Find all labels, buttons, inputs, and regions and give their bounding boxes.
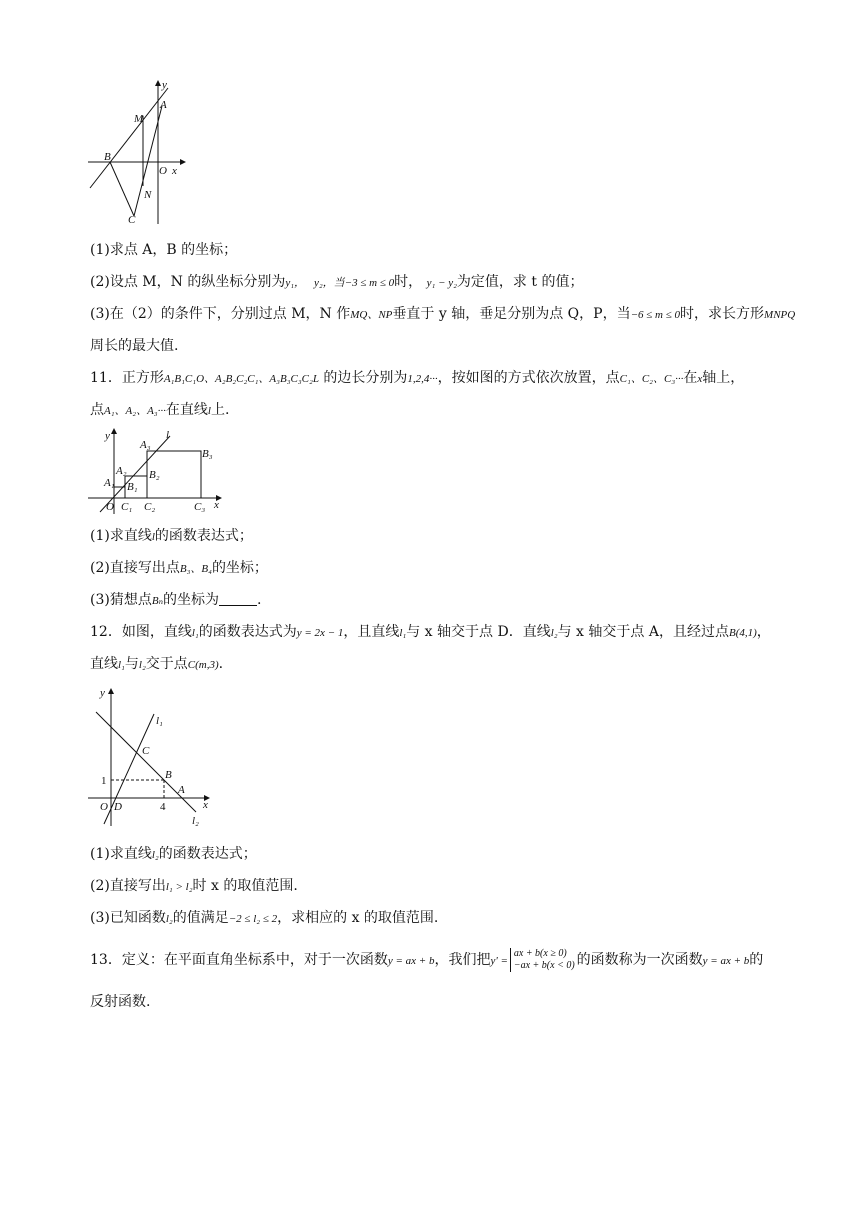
fig2-label-c3: C₃ xyxy=(194,501,206,513)
q11-part1: (1)求直线l的函数表达式； xyxy=(90,528,253,544)
fig2-label-y: y xyxy=(105,430,110,442)
q12-stem: 12．如图，直线l₁的函数表达式为y = 2x − 1，且直线l₁与 x 轴交于点 D．直线l₂与 x 轴交于点 A，且经过点B(4,1)， xyxy=(90,624,771,640)
fig2-label-l: l xyxy=(166,429,170,441)
fig2-label-a1: A₁ xyxy=(104,477,115,489)
fig1-label-c: C xyxy=(128,214,136,226)
fig2-label-a3: A₃ xyxy=(140,439,151,451)
fig3-label-c: C xyxy=(142,745,150,757)
fig2-label-b3: B₃ xyxy=(202,448,213,460)
figure-3-graph xyxy=(88,684,214,830)
fig1-label-b: B xyxy=(104,151,111,163)
q10-part2: (2)设点 M，N 的纵坐标分别为y₁， y₂，当−3 ≤ m ≤ 0时， y₁ − y₂为定值，求 t 的值； xyxy=(90,274,584,290)
q12-part3: (3)已知函数l₂的值满足−2 ≤ l₂ ≤ 2，求相应的 x 的取值范围. xyxy=(90,910,439,926)
q10-part3-cont: 周长的最大值. xyxy=(90,338,179,354)
q13-stem-cont: 反射函数. xyxy=(90,994,151,1010)
fig3-label-a: A xyxy=(178,784,185,796)
fig3-label-l1: l₁ xyxy=(156,715,163,727)
q11-part2: (2)直接写出点B₃、B₄的坐标； xyxy=(90,560,268,576)
q10-part1: (1)求点 A，B 的坐标； xyxy=(90,242,238,258)
q10-part3: (3)在（2）的条件下，分别过点 M，N 作MQ、NP垂直于 y 轴，垂足分别为点 Q，P，当−6 ≤ m ≤ 0时，求长方形MNPQ xyxy=(90,306,796,322)
q12-part2: (2)直接写出l₁ > l₂时 x 的取值范围. xyxy=(90,878,298,894)
figure-2-graph xyxy=(88,426,226,516)
q13-stem: 13．定义：在平面直角坐标系中，对于一次函数y = ax + b，我们把y' =ax + b(x ≥ 0) −ax + b(x < 0) 的函数称为一次函数y = ax + b的 xyxy=(90,948,764,971)
fig3-label-b: B xyxy=(165,769,172,781)
q12-stem-cont: 直线l₁与l₂交于点C(m,3). xyxy=(90,656,224,672)
fig2-label-c2: C₂ xyxy=(144,501,156,513)
fig3-label-o: O xyxy=(100,801,108,813)
fig1-label-o: O xyxy=(159,165,167,177)
fig2-label-o: O xyxy=(106,501,114,513)
fig2-label-b2: B₂ xyxy=(149,469,160,481)
fig1-label-y: y xyxy=(162,79,167,91)
piecewise-function: ax + b(x ≥ 0) −ax + b(x < 0) xyxy=(510,948,575,972)
q12-part1: (1)求直线l₂的函数表达式； xyxy=(90,846,257,862)
fig3-label-l2: l₂ xyxy=(192,815,199,827)
figure-1-graph xyxy=(88,78,188,226)
fig3-label-one: 1 xyxy=(101,775,107,787)
fig1-label-m: M xyxy=(134,113,144,125)
fig3-label-y: y xyxy=(100,687,105,699)
q11-stem: 11．正方形A₁B₁C₁O、A₂B₂C₂C₁、A₃B₃C₃C₂L 的边长分别为1,2,4···，按如图的方式依次放置，点C₁、C₂、C₃···在x轴上， xyxy=(90,370,745,386)
q11-part3: (3)猜想点Bₙ的坐标为 . xyxy=(90,592,262,608)
fig3-label-four: 4 xyxy=(160,801,166,813)
q11-stem-cont: 点A₁、A₂、A₃···在直线l上. xyxy=(90,402,230,418)
fig3-label-d: D xyxy=(114,801,122,813)
answer-blank xyxy=(219,591,257,606)
fig2-label-b1: B₁ xyxy=(127,481,138,493)
fig2-label-a2: A₂ xyxy=(116,465,127,477)
fig1-label-x: x xyxy=(172,165,177,177)
fig2-label-c1: C₁ xyxy=(121,501,133,513)
fig1-label-n: N xyxy=(144,189,152,201)
fig3-label-x: x xyxy=(203,799,208,811)
fig2-label-x: x xyxy=(214,499,219,511)
fig1-label-a: A xyxy=(160,99,167,111)
